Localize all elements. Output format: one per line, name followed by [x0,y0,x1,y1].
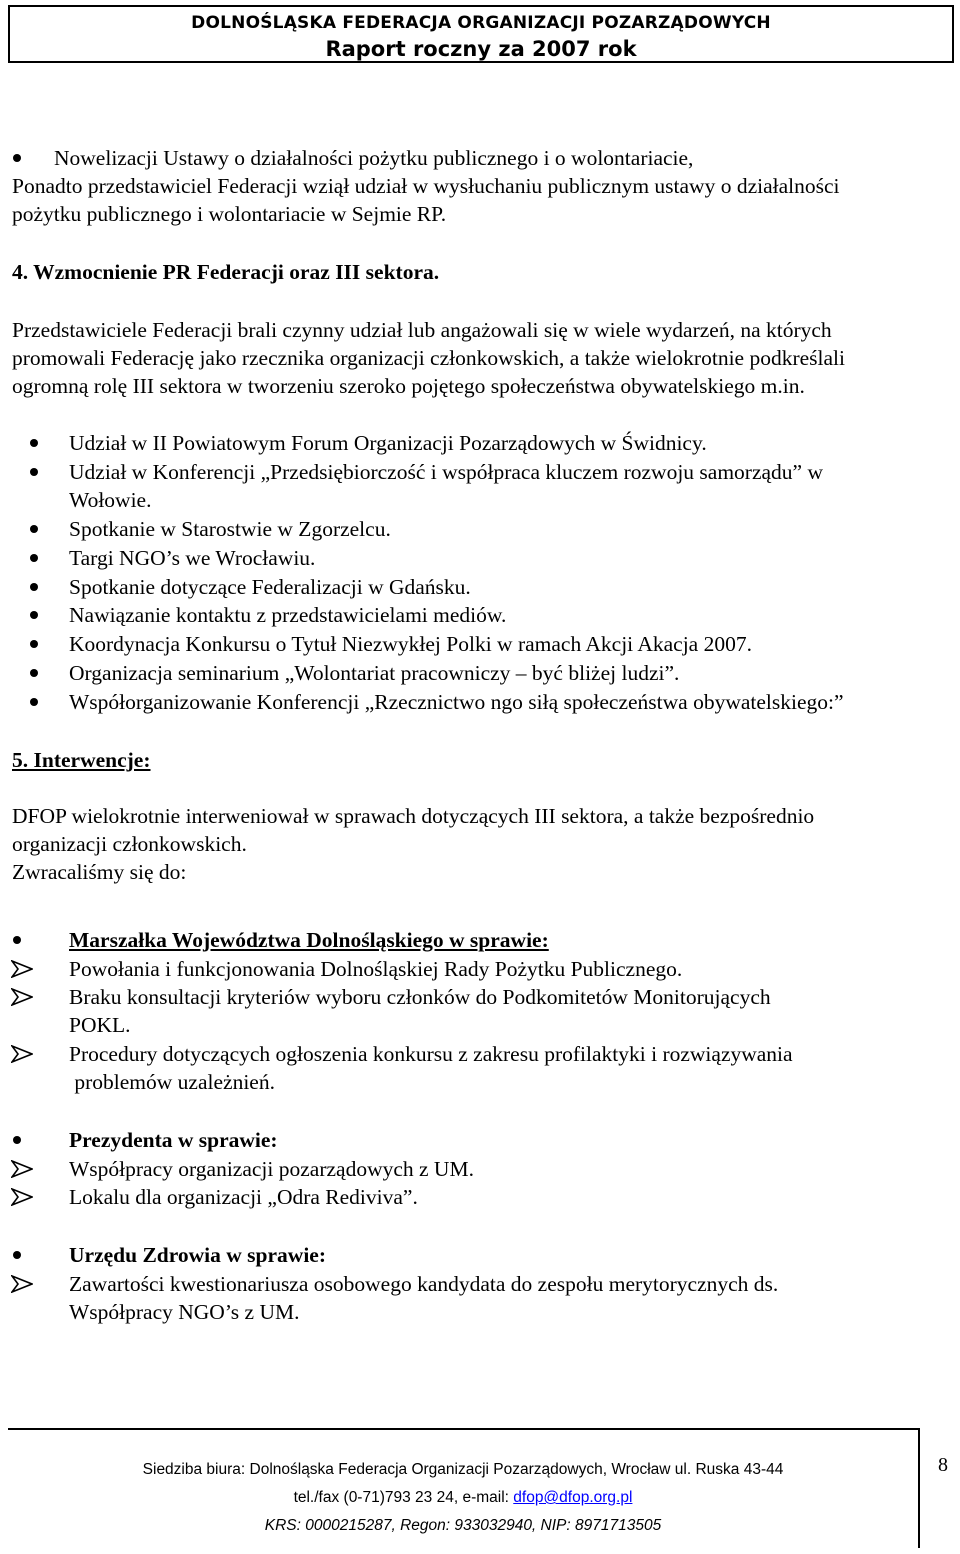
header-org-name: DOLNOŚLĄSKA FEDERACJA ORGANIZACJI POZARZĄDOWYCH [191,13,771,33]
group-item: Braku konsultacji kryteriów wyboru członków do Podkomitetów Monitorujących [69,985,771,1009]
section-4-paragraph-line: Przedstawiciele Federacji brali czynny udział lub angażowali się w wiele wydarzeń, na których [12,318,832,342]
group-item: Zawartości kwestionariusza osobowego kandydata do zespołu merytorycznych ds. [69,1272,779,1296]
group-item: Powołania i funkcjonowania Dolnośląskiej Rady Pożytku Publicznego. [69,957,683,981]
bullet-icon [30,669,38,677]
bullet-icon [13,936,21,944]
section-4-item: Spotkanie dotyczące Federalizacji w Gdańsku. [69,575,471,599]
intro-line: pożytku publicznego i wolontariacie w Sejmie RP. [12,202,447,226]
intro-line: Ponadto przedstawiciel Federacji wziął udział w wysłuchaniu publicznym ustawy o działalności [12,174,840,198]
section-4-item: Udział w Konferencji „Przedsiębiorczość i współpraca kluczem rozwoju samorządu” w [69,460,823,484]
group-item-continuation: POKL. [69,1013,131,1037]
section-4-item: Spotkanie w Starostwie w Zgorzelcu. [69,517,391,541]
group-item-continuation: problemów uzależnień. [69,1070,275,1094]
section-5-paragraph-line: organizacji członkowskich. [12,832,247,856]
arrow-bullet-icon [11,988,33,1006]
footer-email-link[interactable]: dfop@dfop.org.pl [513,1489,633,1506]
section-4-item-continuation: Wołowie. [69,488,152,512]
report-header [8,5,954,63]
group-title-president: Prezydenta w sprawie: [69,1128,278,1152]
group-title-marshal: Marszałka Województwa Dolnośląskiego w sprawie: [69,928,549,952]
section-4-item: Koordynacja Konkursu o Tytuł Niezwykłej Polki w ramach Akcji Akacja 2007. [69,632,752,656]
footer-divider [8,1428,918,1430]
arrow-bullet-icon [11,960,33,978]
section-4-heading: 4. Wzmocnienie PR Federacji oraz III sektora. [12,260,440,284]
section-5-heading: 5. Interwencje: [12,748,151,772]
bullet-icon [30,640,38,648]
header-report-title: Raport roczny za 2007 rok [325,37,637,61]
footer-registry: KRS: 0000215287, Regon: 933032940, NIP: 8971713505 [264,1517,662,1534]
arrow-bullet-icon [11,1188,33,1206]
section-4-paragraph-line: promowali Federację jako rzecznika organizacji członkowskich, a także wielokrotnie podkreślali [12,346,845,370]
bullet-icon [30,525,38,533]
intro-bullet-text: Nowelizacji Ustawy o działalności pożytku publicznego i o wolontariacie, [54,146,694,170]
bullet-icon [30,439,38,447]
footer-phone: tel./fax (0-71)793 23 24, e-mail: [293,1489,514,1506]
section-4-item: Udział w II Powiatowym Forum Organizacji Pozarządowych w Świdnicy. [69,431,707,455]
group-item-continuation: Współpracy NGO’s z UM. [69,1300,300,1324]
section-4-item: Współorganizowanie Konferencji „Rzecznictwo ngo siłą społeczeństwa obywatelskiego:” [69,690,844,714]
footer-address: Siedziba biura: Dolnośląska Federacja Organizacji Pozarządowych, Wrocław ul. Ruska 43-44 [142,1461,784,1478]
section-5-paragraph-line: Zwracaliśmy się do: [12,860,187,884]
section-4-paragraph-line: ogromną rolę III sektora w tworzeniu szeroko pojętego społeczeństwa obywatelskiego m.in. [12,374,805,398]
arrow-bullet-icon [11,1275,33,1293]
footer-contact [8,1489,918,1507]
section-4-item: Targi NGO’s we Wrocławiu. [69,546,316,570]
section-4-item: Nawiązanie kontaktu z przedstawicielami mediów. [69,603,507,627]
page-number: 8 [938,1454,948,1476]
bullet-icon [30,468,38,476]
arrow-bullet-icon [11,1160,33,1178]
arrow-bullet-icon [11,1045,33,1063]
bullet-icon [13,1136,21,1144]
bullet-icon [30,698,38,706]
bullet-icon [30,583,38,591]
group-item: Współpracy organizacji pozarządowych z UM. [69,1157,474,1181]
group-item: Lokalu dla organizacji „Odra Rediviva”. [69,1185,418,1209]
bullet-icon [13,154,21,162]
group-item: Procedury dotyczących ogłoszenia konkursu z zakresu profilaktyki i rozwiązywania [69,1042,793,1066]
section-4-item: Organizacja seminarium „Wolontariat pracowniczy – być bliżej ludzi”. [69,661,680,685]
bullet-icon [30,611,38,619]
group-title-health-office: Urzędu Zdrowia w sprawie: [69,1243,326,1267]
bullet-icon [30,554,38,562]
section-5-paragraph-line: DFOP wielokrotnie interweniował w sprawach dotyczących III sektora, a także bezpośrednio [12,804,815,828]
footer-vertical-divider [918,1428,920,1548]
bullet-icon [13,1251,21,1259]
